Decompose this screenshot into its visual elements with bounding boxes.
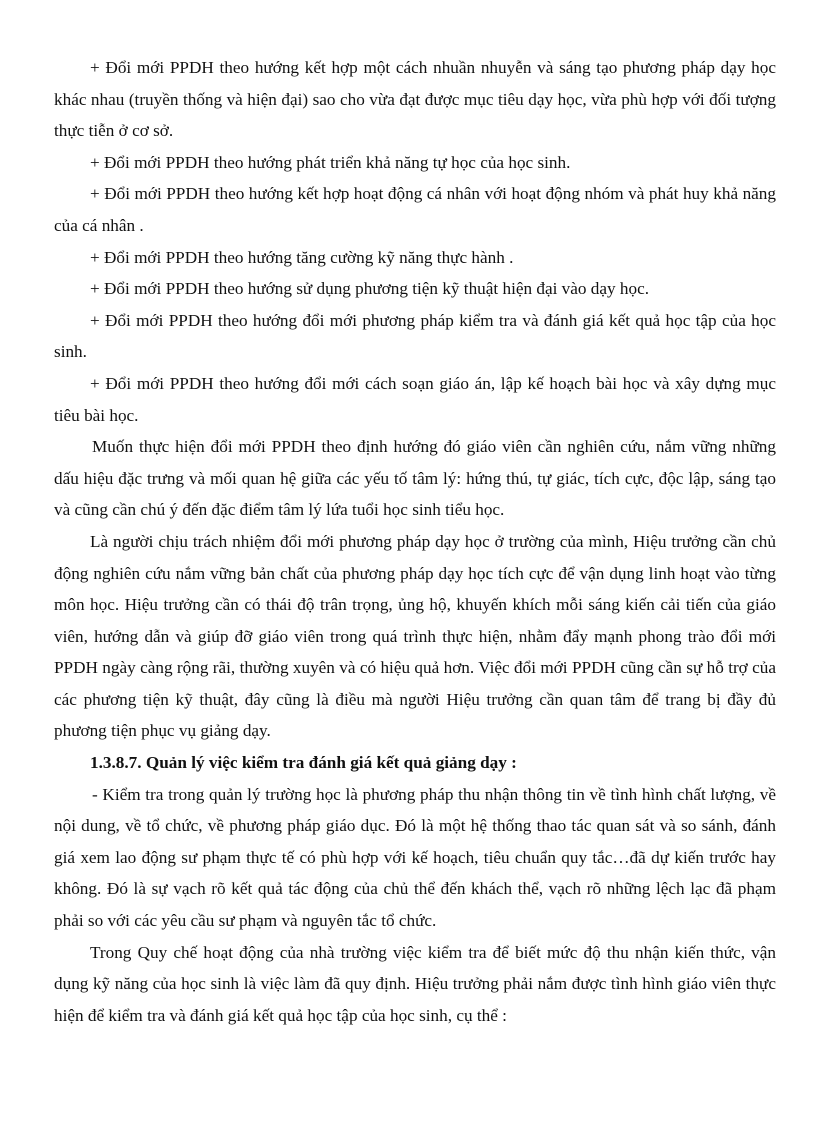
document-page <box>54 52 776 1031</box>
body-paragraph: Là người chịu trách nhiệm đổi mới phương pháp dạy học ở trường của mình, Hiệu trưởng cần chủ động nghiên cứu nắm vững bản chất của phương pháp dạy học tích cực để vận dụng linh hoạt vào từng môn học. Hiệu trưởng cần có thái độ trân trọng, ủng hộ, khuyến khích mỗi sáng kiến cải tiến của giáo viên, hướng dẫn và giúp đỡ giáo viên trong quá trình thực hiện, nhằm đẩy mạnh phong trào đổi mới PPDH ngày càng rộng rãi, thường xuyên và có hiệu quả hơn. Việc đổi mới PPDH cũng cần sự hỗ trợ của các phương tiện kỹ thuật, đây cũng là điều mà người Hiệu trưởng cần quan tâm để trang bị đầy đủ phương tiện phục vụ giảng dạy. <box>54 531 776 741</box>
bullet-paragraph: + Đổi mới PPDH theo hướng tăng cường kỹ năng thực hành . <box>90 247 514 267</box>
body-paragraph: Muốn thực hiện đổi mới PPDH theo định hướng đó giáo viên cần nghiên cứu, nắm vững những dấu hiệu đặc trưng và mối quan hệ giữa các yếu tố tâm lý: hứng thú, tự giác, tích cực, độc lập, sáng tạo và cũng cần chú ý đến đặc điểm tâm lý lứa tuổi học sinh tiểu học. <box>54 437 776 520</box>
bullet-paragraph: + Đổi mới PPDH theo hướng sử dụng phương tiện kỹ thuật hiện đại vào dạy học. <box>90 279 649 299</box>
body-paragraph: - Kiểm tra trong quản lý trường học là phương pháp thu nhận thông tin về tình hình chất lượng, về nội dung, về tổ chức, về phương pháp giáo dục. Đó là một hệ thống thao tác quan sát và so sánh, đánh giá xem lao động sư phạm thực tế có phù hợp với kế hoạch, tiêu chuẩn quy tắc…đã dự kiến trước hay không. Đó là sự vạch rõ kết quả tác động của chủ thể đến khách thể, vạch rõ những lệch lạc đã phạm phải so với các yêu cầu sư phạm và nguyên tắc tổ chức. <box>54 784 776 931</box>
bullet-paragraph: + Đổi mới PPDH theo hướng kết hợp một cách nhuần nhuyễn và sáng tạo phương pháp dạy học khác nhau (truyền thống và hiện đại) sao cho vừa đạt được mục tiêu dạy học, vừa phù hợp với đối tượng thực tiễn ở cơ sở. <box>54 58 776 141</box>
bullet-paragraph: + Đổi mới PPDH theo hướng phát triển khả năng tự học của học sinh. <box>90 152 571 172</box>
bullet-paragraph: + Đổi mới PPDH theo hướng đổi mới cách soạn giáo án, lập kế hoạch bài học và xây dựng mục tiêu bài học. <box>54 373 776 425</box>
bullet-paragraph: + Đổi mới PPDH theo hướng kết hợp hoạt động cá nhân với hoạt động nhóm và phát huy khả năng của cá nhân . <box>54 184 776 235</box>
section-heading: 1.3.8.7. Quản lý việc kiểm tra đánh giá kết quả giảng dạy : <box>90 753 517 773</box>
body-paragraph: Trong Quy chế hoạt động của nhà trường việc kiểm tra để biết mức độ thu nhận kiến thức, vận dụng kỹ năng của học sinh là việc làm đã quy định. Hiệu trưởng phải nắm được tình hình giáo viên thực hiện để kiểm tra và đánh giá kết quả học tập của học sinh, cụ thể : <box>54 942 776 1025</box>
bullet-paragraph: + Đổi mới PPDH theo hướng đổi mới phương pháp kiểm tra và đánh giá kết quả học tập của học sinh. <box>54 310 776 362</box>
